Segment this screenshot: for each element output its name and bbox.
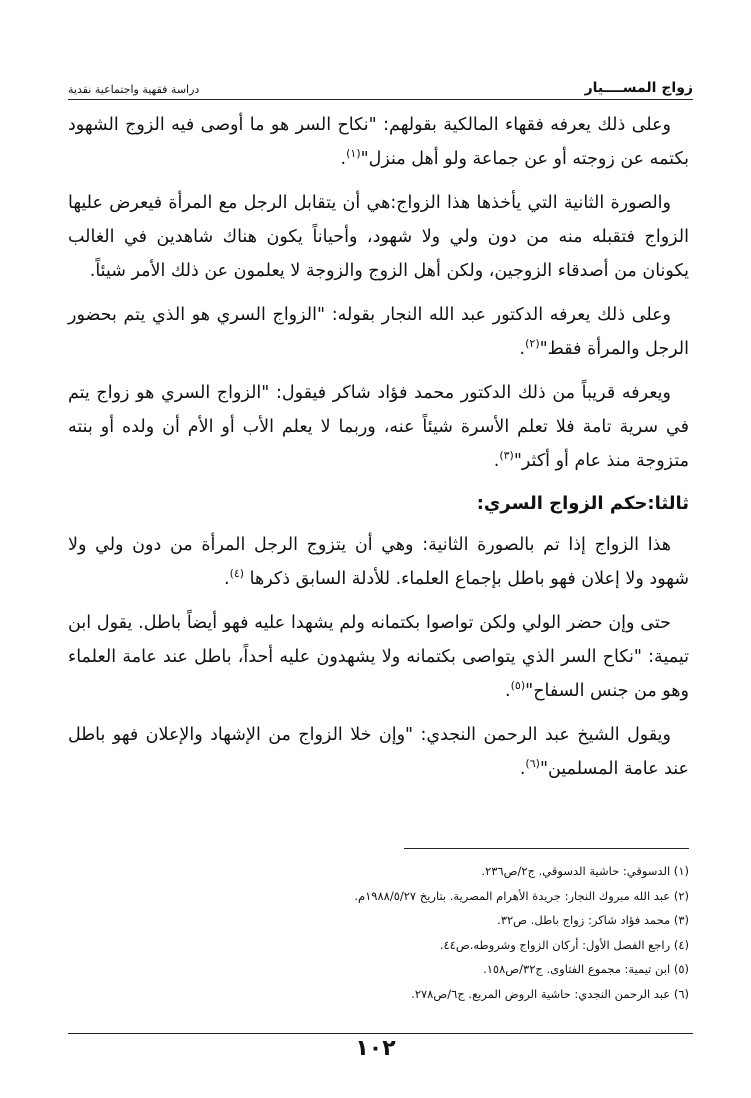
footnote-item: (١) الدسوقي: حاشية الدسوقي. ج٢/ص٢٣٦. bbox=[481, 864, 689, 878]
footnote-ref: (٦) bbox=[525, 757, 540, 771]
footnote-ref: (١) bbox=[346, 147, 361, 161]
footnote-ref: (٣) bbox=[499, 449, 514, 463]
main-text bbox=[68, 108, 689, 796]
header-subtitle: دراسة فقهية واجتماعية نقدية bbox=[68, 83, 200, 96]
page-number: ١٠٢ bbox=[355, 1036, 396, 1061]
footnote-item: (٥) ابن تيمية: مجموع الفتاوى. ج٣٢/ص١٥٨. bbox=[483, 962, 689, 976]
section-heading: ثالثا:حكم الزواج السري: bbox=[476, 493, 689, 514]
paragraph-text: ويقول الشيخ عبد الرحمن النجدي: "وإن خلا الزواج من الإشهاد والإعلان فهو باطل عند عامة المسلمين" bbox=[68, 725, 689, 779]
footnote-item: (٤) راجع الفصل الأول: أركان الزواج وشروطه.ص٤٤. bbox=[439, 937, 689, 952]
footnote-item: (٦) عبد الرحمن النجدي: حاشية الروض المربع. ج٦/ص٢٧٨. bbox=[411, 986, 689, 1001]
paragraph-text: حتى وإن حضر الولي ولكن تواصوا بكتمانه ولم يشهدا عليه فهو أيضاً باطل. يقول ابن تيمية: "نكاح السر الذي يتواصى بكتمانه ولا يشهدون عليه أحداً، باطل عند عامة العلماء وهو من جنس السفاح" bbox=[68, 613, 689, 701]
paragraph-text: ويعرفه قريباً من ذلك الدكتور محمد فؤاد شاكر فيقول: "الزواج السري هو زواج يتم في سرية تامة فلا تعلم الأسرة شيئاً عنه، وربما لا يعلم الأب أو الأم أن ولده أو بنته متزوجة منذ عام أو أكثر" bbox=[68, 383, 689, 471]
paragraph bbox=[68, 298, 689, 366]
bottom-divider bbox=[68, 1033, 693, 1034]
paragraph-end: . bbox=[493, 451, 500, 471]
paragraph bbox=[68, 718, 689, 786]
header-book-title: زواج المســــيار bbox=[584, 80, 693, 96]
footnote-item: (٢) عبد الله مبروك النجار: جريدة الأهرام المصرية. بتاريخ ١٩٨٨/٥/٢٧م. bbox=[354, 888, 689, 903]
paragraph bbox=[68, 186, 689, 288]
footnotes bbox=[62, 848, 689, 1006]
paragraph-end: . bbox=[340, 149, 347, 169]
footnote-ref: (٥) bbox=[510, 679, 526, 693]
paragraph bbox=[68, 528, 689, 596]
paragraph bbox=[68, 606, 689, 708]
paragraph-text: وعلى ذلك يعرفه فقهاء المالكية بقولهم: "نكاح السر هو ما أوصى فيه الزوج الشهود بكتمه عن زوجته أو عن جماعة ولو أهل منزل" bbox=[68, 115, 689, 169]
paragraph bbox=[68, 376, 689, 478]
paragraph-end: . bbox=[519, 759, 526, 779]
paragraph bbox=[68, 108, 689, 176]
footnote-item: (٣) محمد فؤاد شاكر: زواج باطل. ص٣٢. bbox=[497, 913, 689, 927]
paragraph-text: هذا الزواج إذا تم بالصورة الثانية: وهي أن يتزوج الرجل المرأة من دون ولي ولا شهود ولا إعلان فهو باطل بإجماع العلماء. للأدلة السابق ذكرها bbox=[68, 535, 689, 589]
footnote-ref: (٢) bbox=[525, 337, 540, 351]
paragraph-end: . bbox=[519, 339, 526, 359]
paragraph-text: وعلى ذلك يعرفه الدكتور عبد الله النجار بقوله: "الزواج السري هو الذي يتم بحضور الرجل والمرأة فقط" bbox=[68, 305, 689, 359]
page-header bbox=[68, 74, 693, 100]
footnote-divider bbox=[404, 848, 689, 849]
paragraph-text: والصورة الثانية التي يأخذها هذا الزواج:هي أن يتقابل الرجل مع المرأة فيعرض عليها الزواج فتقبله منه من دون ولي ولا شهود، وأحياناً يكون هناك شاهدين في الغالب يكونان من أصدقاء الزوجين، ولكن أهل الزوج والزوجة لا يعلمون عن ذلك الأمر شيئاً. bbox=[68, 193, 689, 281]
paragraph-end: . bbox=[505, 681, 511, 701]
footnote-ref: (٤) bbox=[229, 567, 245, 581]
paragraph-end: . bbox=[224, 569, 230, 589]
